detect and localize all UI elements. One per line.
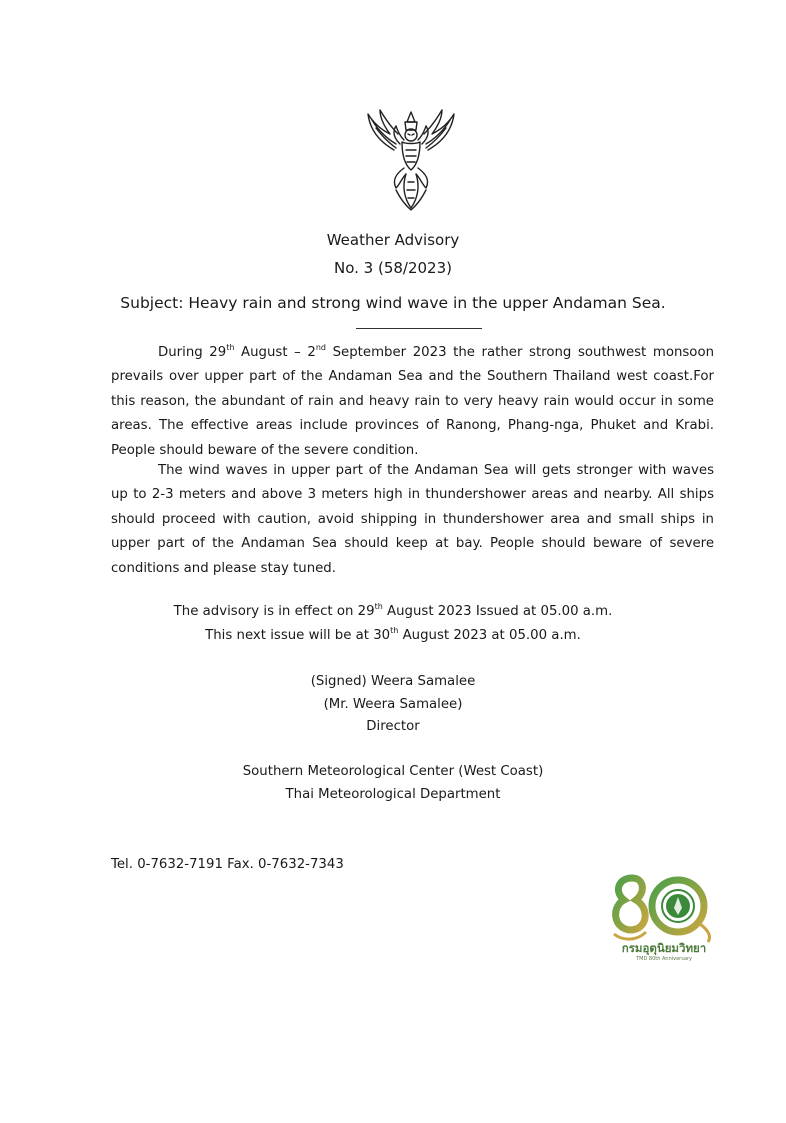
center-name: Southern Meteorological Center (West Coast) — [242, 764, 544, 779]
garuda-emblem-icon — [356, 108, 466, 214]
divider — [356, 328, 482, 329]
tmd-thai-name: กรมอุตุนิยมวิทยา — [621, 941, 707, 955]
next-issue-line: This next issue will be at 30th August 2023 at 05.00 a.m. — [205, 626, 581, 643]
advisory-number: No. 3 (58/2023) — [333, 259, 452, 277]
signatory-name: (Mr. Weera Samalee) — [323, 697, 463, 712]
contact-line: Tel. 0-7632-7191 Fax. 0-7632-7343 — [111, 857, 344, 872]
signed-line: (Signed) Weera Samalee — [310, 674, 476, 689]
signatory-position: Director — [366, 719, 420, 734]
department-name: Thai Meteorological Department — [285, 787, 501, 802]
paragraph-monsoon: During 29th August – 2nd September 2023 the rather strong southwest monsoon prevails over upper part of the Andaman Sea and the Southern Thailand west coast.For this reason, the abundant of rain and heavy rain to very heavy rain would occur in some areas. The effective areas include provinces of Ranong, Phang-nga, Phuket and Krabi. People should beware of the severe condition. — [111, 343, 715, 458]
paragraph-wind-waves: The wind waves in upper part of the Andaman Sea will gets stronger with waves up to 2-3 meters and above 3 meters high in thundershower areas and nearby. All ships should proceed with caution, avoid shipping in thundershower area and small ships in upper part of the Andaman Sea should keep at bay. People should beware of severe conditions and please stay tuned. — [111, 463, 714, 576]
advisory-subject: Subject: Heavy rain and strong wind wave in the upper Andaman Sea. — [120, 294, 666, 312]
tmd-anniversary-tagline: TMD 80th Anniversary — [636, 956, 692, 962]
advisory-title: Weather Advisory — [326, 231, 460, 249]
effect-line: The advisory is in effect on 29th August 2023 Issued at 05.00 a.m. — [173, 602, 613, 619]
